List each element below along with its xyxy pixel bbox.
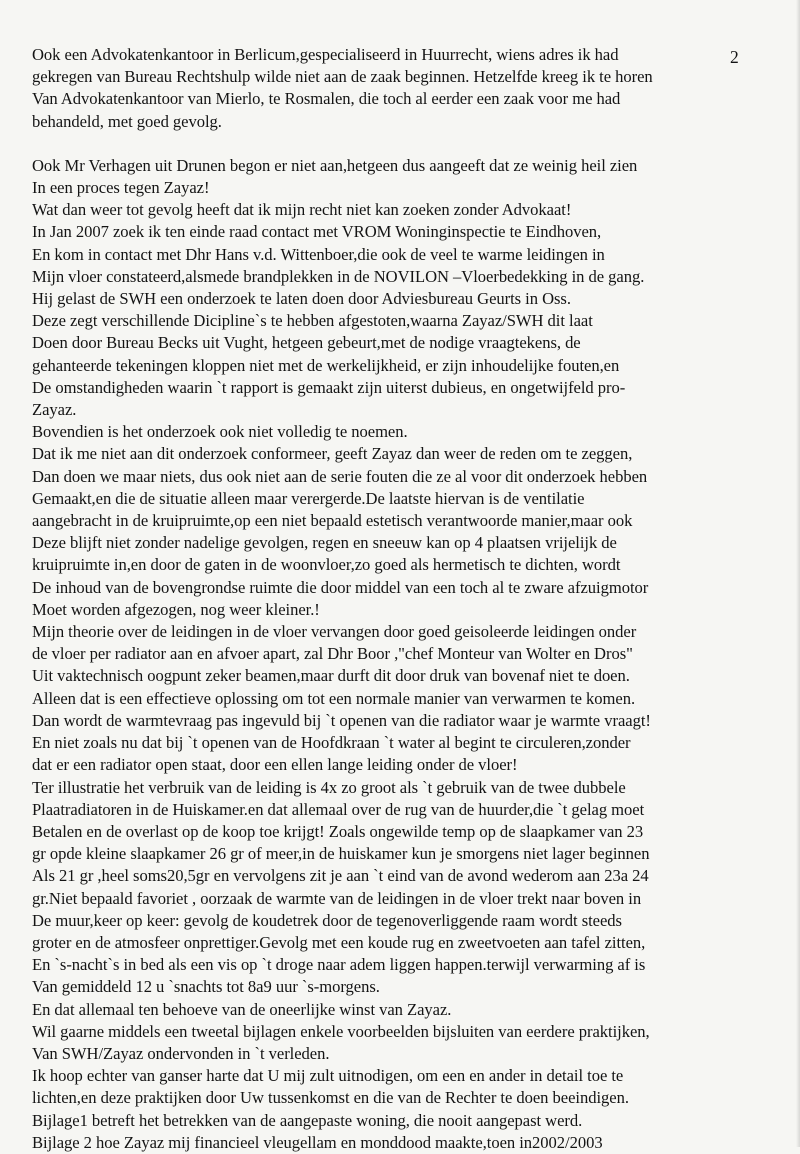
text-line: In een proces tegen Zayaz! bbox=[32, 178, 210, 198]
text-line: Van gemiddeld 12 u `snachts tot 8a9 uur `s-morgens. bbox=[32, 977, 380, 997]
text-line: de vloer per radiator aan en afvoer apart, zal Dhr Boor ,"chef Monteur van Wolter en Dros" bbox=[32, 644, 633, 664]
text-line: Als 21 gr ,heel soms20,5gr en vervolgens zit je aan `t eind van de avond wederom aan 23a 24 bbox=[32, 866, 649, 886]
text-line: Mijn theorie over de leidingen in de vloer vervangen door goed geisoleerde leidingen onder bbox=[32, 622, 637, 642]
text-line: gekregen van Bureau Rechtshulp wilde niet aan de zaak beginnen. Hetzelfde kreeg ik te horen bbox=[32, 67, 653, 87]
page-number: 2 bbox=[730, 47, 739, 67]
text-line: De omstandigheden waarin `t rapport is gemaakt zijn uiterst dubieus, en ongetwijfeld pro- bbox=[32, 377, 626, 397]
text-line: Uit vaktechnisch oogpunt zeker beamen,maar durft dit door druk van bovenaf niet te doen. bbox=[32, 666, 630, 686]
text-line: Bijlage1 betreft het betrekken van de aangepaste woning, die nooit aangepast werd. bbox=[32, 1110, 583, 1130]
text-line: Alleen dat is een effectieve oplossing om tot een normale manier van verwarmen te komen. bbox=[32, 688, 636, 708]
text-line: behandeld, met goed gevolg. bbox=[32, 111, 222, 131]
paragraph bbox=[32, 155, 770, 1154]
text-line: De inhoud van de bovengrondse ruimte die door middel van een toch al te zware afzuigmotor bbox=[32, 577, 649, 597]
text-line: In Jan 2007 zoek ik ten einde raad contact met VROM Woninginspectie te Eindhoven, bbox=[32, 222, 602, 242]
text-line: Doen door Bureau Becks uit Vught, hetgeen gebeurt,met de nodige vraagtekens, de bbox=[32, 333, 581, 353]
text-line: Gemaakt,en die de situatie alleen maar verergerde.De laatste hiervan is de ventilatie bbox=[32, 488, 585, 508]
text-line: Betalen en de overlast op de koop toe krijgt! Zoals ongewilde temp op de slaapkamer van 23 bbox=[32, 821, 644, 841]
text-line: Dat ik me niet aan dit onderzoek conformeer, geeft Zayaz dan weer de reden om te zeggen, bbox=[32, 444, 633, 464]
text-line: Ter illustratie het verbruik van de leiding is 4x zo groot als `t gebruik van de twee dubbele bbox=[32, 777, 626, 797]
text-line: En kom in contact met Dhr Hans v.d. Wittenboer,die ook de veel te warme leidingen in bbox=[32, 244, 605, 264]
text-line: Dan doen we maar niets, dus ook niet aan de serie fouten die ze al voor dit onderzoek hebben bbox=[32, 466, 648, 486]
text-line: lichten,en deze praktijken door Uw tussenkomst en die van de Rechter te doen beeindigen. bbox=[32, 1088, 629, 1108]
text-line: gehanteerde tekeningen kloppen niet met de werkelijkheid, er zijn inhoudelijke fouten,en bbox=[32, 355, 620, 375]
text-line: Moet worden afgezogen, nog weer kleiner.! bbox=[32, 599, 320, 619]
text-line: Wat dan weer tot gevolg heeft dat ik mijn recht niet kan zoeken zonder Advokaat! bbox=[32, 200, 572, 220]
text-line: Van Advokatenkantoor van Mierlo, te Rosmalen, die toch al eerder een zaak voor me had bbox=[32, 89, 621, 109]
text-line: Deze blijft niet zonder nadelige gevolgen, regen en sneeuw kan op 4 plaatsen vrijelijk de bbox=[32, 533, 617, 553]
text-line: En `s-nacht`s in bed als een vis op `t droge naar adem liggen happen.terwijl verwarming af is bbox=[32, 955, 646, 975]
text-line: Plaatradiatoren in de Huiskamer.en dat allemaal over de rug van de huurder,die `t gelag moet bbox=[32, 799, 645, 819]
text-line: dat er een radiator open staat, door een ellen lange leiding onder de vloer! bbox=[32, 755, 518, 775]
text-line: Hij gelast de SWH een onderzoek te laten doen door Adviesbureau Geurts in Oss. bbox=[32, 289, 571, 309]
text-line: Mijn vloer constateerd,alsmede brandplekken in de NOVILON –Vloerbedekking in de gang. bbox=[32, 266, 645, 286]
paragraph-gap bbox=[32, 133, 770, 155]
paragraph bbox=[32, 44, 770, 133]
text-line: Ik hoop echter van ganser harte dat U mij zult uitnodigen, om een en ander in detail toe te bbox=[32, 1066, 624, 1086]
text-line: aangebracht in de kruipruimte,op een niet bepaald estetisch verantwoorde manier,maar ook bbox=[32, 511, 633, 531]
scan-edge-shadow bbox=[796, 0, 800, 1147]
text-line: Ook een Advokatenkantoor in Berlicum,gespecialiseerd in Huurrecht, wiens adres ik had bbox=[32, 45, 619, 64]
text-line: Bijlage 2 hoe Zayaz mij financieel vleugellam en monddood maakte,toen in2002/2003 bbox=[32, 1132, 603, 1152]
text-line: groter en de atmosfeer onprettiger.Gevolg met een koude rug en zweetvoeten aan tafel zitten, bbox=[32, 932, 646, 952]
text-line: Van SWH/Zayaz ondervonden in `t verleden. bbox=[32, 1043, 330, 1063]
text-line: En dat allemaal ten behoeve van de oneerlijke winst van Zayaz. bbox=[32, 999, 452, 1019]
text-line: Bovendien is het onderzoek ook niet volledig te noemen. bbox=[32, 422, 408, 442]
text-line: Wil gaarne middels een tweetal bijlagen enkele voorbeelden bijsluiten van eerdere praktijken, bbox=[32, 1021, 650, 1041]
text-line: gr opde kleine slaapkamer 26 gr of meer,in de huiskamer kun je smorgens niet lager beginnen bbox=[32, 844, 650, 864]
text-line: Zayaz. bbox=[32, 400, 77, 420]
text-line: kruipruimte in,en door de gaten in de woonvloer,zo goed als hermetisch te dichten, wordt bbox=[32, 555, 621, 575]
text-line: Deze zegt verschillende Dicipline`s te hebben afgestoten,waarna Zayaz/SWH dit laat bbox=[32, 311, 593, 331]
text-line: En niet zoals nu dat bij `t openen van de Hoofdkraan `t water al begint te circuleren,zonder bbox=[32, 733, 631, 753]
text-line: De muur,keer op keer: gevolg de koudetrek door de tegenoverliggende raam wordt steeds bbox=[32, 910, 622, 930]
text-line: gr.Niet bepaald favoriet , oorzaak de warmte van de leidingen in de vloer trekt naar boven in bbox=[32, 888, 642, 908]
document-body bbox=[32, 44, 770, 1154]
text-line: Ook Mr Verhagen uit Drunen begon er niet aan,hetgeen dus aangeeft dat ze weinig heil zien bbox=[32, 155, 638, 175]
text-line: Dan wordt de warmtevraag pas ingevuld bij `t openen van die radiator waar je warmte vraagt! bbox=[32, 710, 651, 730]
